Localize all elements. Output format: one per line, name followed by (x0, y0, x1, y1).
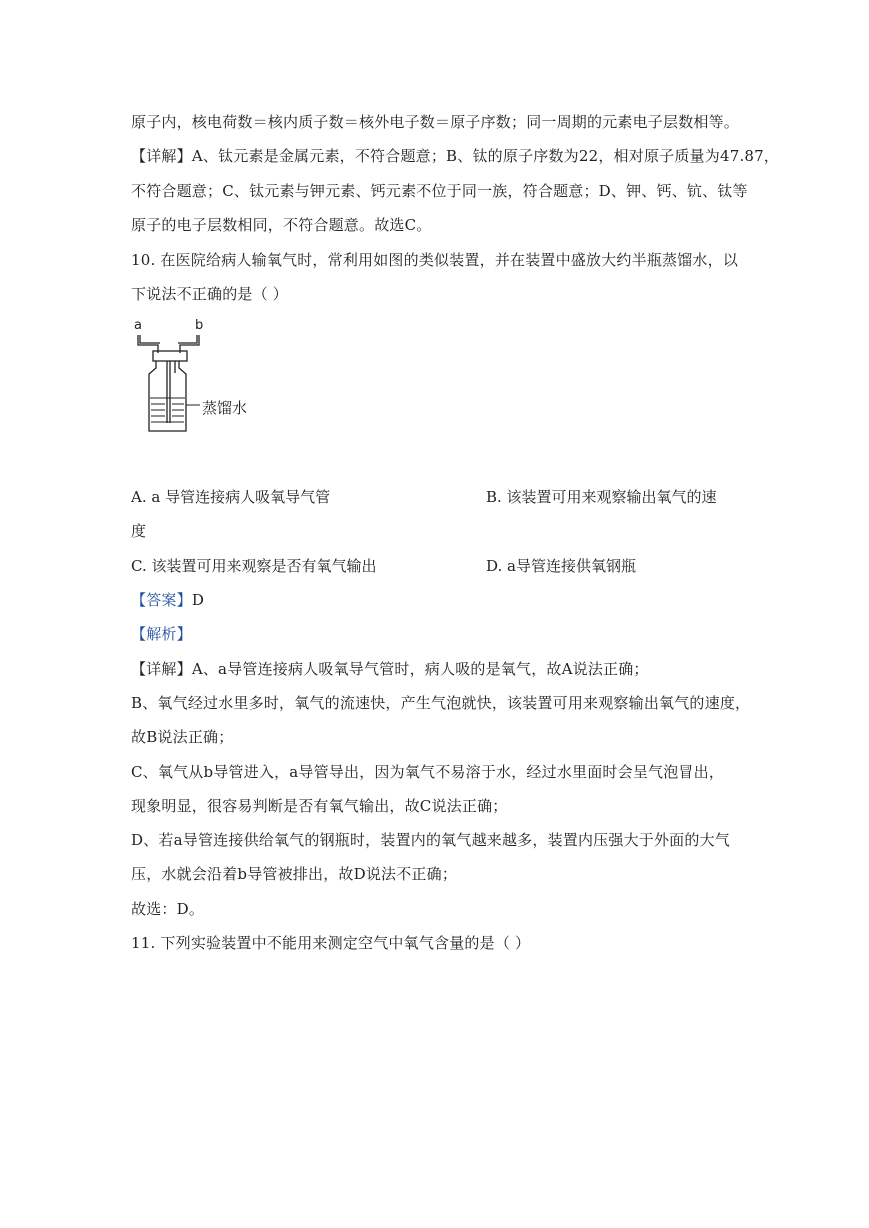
option-b: B. 该装置可用来观察输出氧气的速 (486, 488, 717, 506)
detail-tag: 【详解】 (131, 660, 192, 678)
detail-line (131, 659, 649, 679)
answer-line (131, 590, 204, 610)
tube-label-a: a (134, 318, 142, 333)
text-line (131, 146, 779, 166)
detail-text: A、钛元素是金属元素，不符合题意；B、钛的原子序数为22，相对原子质量为47.87， (191, 147, 780, 165)
detail-tag: 【详解】 (131, 147, 192, 165)
detail-text: A、a导管连接病人吸氧导气管时，病人吸的是氧气，故A说法正确； (191, 660, 649, 678)
answer-value: D (191, 591, 205, 609)
conclusion-line: 故选：D。 (131, 900, 205, 918)
bottle-diagram (128, 318, 268, 442)
detail-line: C、氧气从b导管进入，a导管导出，因为氧气不易溶于水，经过水里面时会呈气泡冒出， (131, 763, 725, 781)
detail-line: 故B说法正确； (131, 728, 234, 746)
question-11-stem: 11. 下列实验装置中不能用来测定空气中氧气含量的是（ ） (131, 934, 531, 952)
detail-line: B、氧气经过水里多时，氧气的流速快，产生气泡就快，该装置可用来观察输出氧气的速度， (131, 694, 751, 712)
option-b-wrap: 度 (131, 522, 147, 540)
option-a: A. a 导管连接病人吸氧导气管 (131, 488, 331, 506)
text-line: 原子的电子层数相同，不符合题意。故选C。 (131, 216, 432, 234)
text-line: 不符合题意；C、钛元素与钾元素、钙元素不位于同一族，符合题意；D、钾、钙、钪、钛等 (131, 182, 748, 200)
option-d: D. a导管连接供氧钢瓶 (486, 557, 636, 575)
question-10-stem-cont: 下说法不正确的是（ ） (131, 285, 288, 303)
question-10-stem: 10. 在医院给病人输氧气时，常利用如图的类似装置，并在装置中盛放大约半瓶蒸馏水，以 (131, 251, 739, 269)
option-c: C. 该装置可用来观察是否有氧气输出 (131, 557, 377, 575)
detail-line: 现象明显，很容易判断是否有氧气输出，故C说法正确； (131, 797, 508, 815)
detail-line: D、若a导管连接供给氧气的钢瓶时，装置内的氧气越来越多，装置内压强大于外面的大气 (131, 831, 730, 849)
answer-tag: 【答案】 (131, 591, 192, 609)
text-line: 原子内，核电荷数＝核内质子数＝核外电子数＝原子序数；同一周期的元素电子层数相等。 (131, 113, 740, 131)
gas-washing-bottle-figure (128, 318, 268, 442)
detail-line: 压，水就会沿着b导管被排出，故D说法不正确； (131, 865, 458, 883)
water-label: 蒸馏水 (202, 399, 248, 417)
tube-label-b: b (195, 318, 204, 333)
analysis-tag: 【解析】 (131, 625, 192, 643)
